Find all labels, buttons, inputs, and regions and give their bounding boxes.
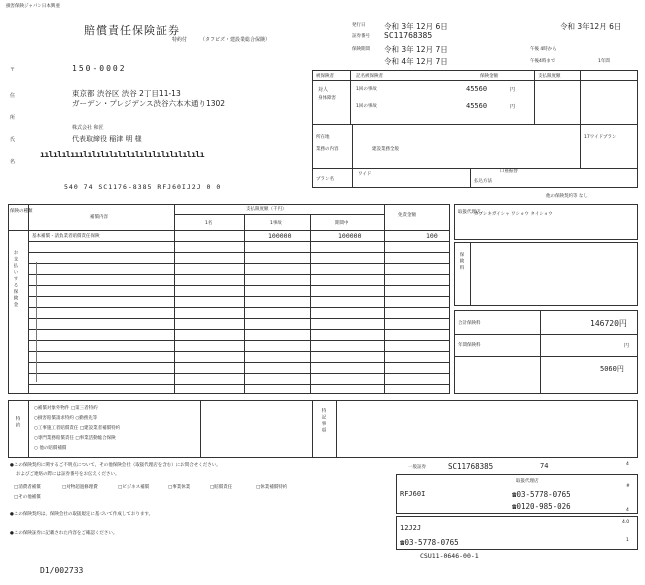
footer-option-5: □休業補償特約: [256, 485, 288, 490]
row0-unit: 円: [510, 87, 516, 93]
right-mark-0: 4: [626, 462, 629, 467]
footer-note-3: ●この保険証券に記載された内容をご確認ください。: [10, 531, 118, 536]
row1-amount: 45560: [466, 102, 488, 110]
plan-code-label: 17ワイドプラン: [584, 135, 617, 140]
coverage-item-1-accident: 100000: [268, 232, 292, 240]
coverage-header-deductible: 免責金額: [398, 213, 416, 218]
insured-header-2: 保険金額: [480, 74, 498, 79]
system-code: CSU11-0646-00-1: [420, 552, 479, 560]
annual-premium-label: 年間保険料: [458, 343, 481, 348]
insured-header-3: 支払限度額: [538, 74, 561, 79]
footer-option-6: □その他補償: [14, 495, 41, 500]
policy-number-label: 証券番号: [352, 34, 370, 39]
term-length: 1年間: [598, 59, 610, 64]
special-notes-side-label: 特記事項: [321, 408, 326, 434]
footer-policy-label: 一般証券: [408, 465, 426, 470]
company-name: 株式会社 和匠: [72, 125, 104, 131]
plan-value: ワイド: [358, 172, 372, 177]
contact-label: 取扱代理店: [516, 479, 539, 484]
footer-option-0: □消費者補償: [14, 485, 41, 490]
row1-unit: 円: [510, 104, 516, 110]
phone-1: ☎03-5778-0765: [512, 490, 571, 499]
postal-mark: 〒: [10, 67, 16, 73]
occupation-value: 建設業務全般: [372, 147, 399, 152]
footer-policy-suffix: 74: [540, 462, 549, 470]
special-line-0: ○補償対象外物件 □第三者特約: [34, 406, 98, 411]
address-mark: 住: [10, 93, 16, 99]
premium-side-label: 保険料: [459, 252, 464, 272]
right-issue-date: 令和 3年12月 6日: [560, 22, 622, 31]
other-insurance-note: 他の保険契約等 なし: [546, 194, 588, 199]
row0-label: 対人: [318, 87, 329, 93]
agency-label: 取扱代理店: [458, 210, 481, 215]
occupation-label: 業務の内容: [316, 147, 339, 152]
special-line-2: ○工事施工者賠償責任 □建設業者補償特約: [34, 426, 121, 431]
special-line-3: ○専門業務賠償責任 □事業活動総合保険: [34, 436, 116, 441]
right-mark-2: 4: [626, 508, 629, 513]
coverage-item-1-period: 100000: [338, 232, 362, 240]
total-premium-label: 合計保険料: [458, 321, 481, 326]
total-premium-value: 146720円: [590, 319, 627, 328]
policy-number: SC11768385: [384, 31, 433, 40]
footer-option-1: □対物超過修理費: [62, 485, 98, 490]
coverage-side-label: お支払いする保険金: [13, 250, 18, 309]
row0-amount: 45560: [466, 85, 488, 93]
plan-label: プラン名: [316, 177, 334, 182]
coverage-header-period: 期間中: [335, 221, 349, 226]
document-title: 賠償責任保険証券: [84, 24, 180, 37]
agency-name: カブシキガイシャ ワショウ タイショウ: [474, 212, 553, 217]
footer-option-3: □事業休業: [168, 485, 191, 490]
annual-premium-unit: 円: [624, 343, 630, 349]
from-time: 午後 4時から: [530, 47, 557, 52]
special-side-label: 特約: [15, 416, 20, 429]
insured-header-0: 被保険者: [316, 74, 334, 79]
address-line-2: ガーデン・プレジデンス渋谷六本木通り1302: [72, 99, 226, 108]
right-mark-4: 1: [626, 538, 629, 543]
special-line-4: ○ 他の賠償補償: [34, 446, 67, 451]
period-label: 保険期間: [352, 47, 370, 52]
representative-name: 代表取締役 稲津 明 様: [72, 135, 142, 143]
footer-option-4: □賠償責任: [210, 485, 233, 490]
customer-barcode: ıılılılııılılılılılılılılılılılılılılı: [40, 150, 205, 159]
right-mark-1: #: [626, 484, 630, 489]
postal-code: 150-0002: [72, 64, 127, 73]
name-mark-2: 名: [10, 159, 16, 165]
address-line-1: 東京都 渋谷区 渋谷 2丁目11-13: [72, 89, 181, 98]
row1-type: 1回の事故: [356, 104, 377, 109]
phone-3: ☎03-5778-0765: [400, 538, 459, 547]
special-line-1: ○損害賠償請求特約 ○勤務先等: [34, 416, 98, 421]
premium-detail-box: [454, 242, 638, 306]
agency-box: [454, 204, 638, 240]
issue-date: 令和 3年 12月 6日: [384, 22, 448, 31]
footer-option-2: □ビジネス補償: [118, 485, 150, 490]
coverage-item-1-deductible: 100: [426, 232, 438, 240]
footer-note-1: およびご連絡の際には証券番号をお伝えください。: [16, 472, 120, 477]
row0-type: 1回の事故: [356, 87, 377, 92]
address-mark-2: 所: [10, 115, 16, 121]
coverage-header-per-person: 1名: [205, 221, 213, 226]
issue-date-label: 発行日: [352, 23, 366, 28]
to-time: 午後4時まで: [530, 59, 556, 64]
period-end: 令和 4年 12月 7日: [384, 57, 448, 66]
cert-label: 特約付: [172, 37, 188, 43]
phone-2: ☎0120-985-026: [512, 502, 571, 511]
period-start: 令和 3年 12月 7日: [384, 45, 448, 54]
coverage-item-1: 基本補償・請負業者賠償責任保険: [32, 234, 100, 239]
reference-line: 540 74 SC1176-8385 RFJ60IJ2J 0 0: [64, 183, 222, 191]
footer-policy-number: SC11768385: [448, 462, 494, 471]
footer-note-0: ●この保険契約に関するご不明点について、その他保険会社（取扱代理店を含む）にお問合せください。: [10, 463, 221, 468]
coverage-header-content: 補償内容: [90, 215, 108, 220]
payment-label: 払込方法: [474, 179, 492, 184]
footer-note-2: ●この保険契約は、保険会社の取扱規定に基づいて作成しております。: [10, 512, 154, 517]
agent-code: RFJ60I: [400, 490, 426, 498]
name-mark: 氏: [10, 137, 16, 143]
payment-value: 口座振替: [500, 169, 518, 174]
row0-sub: 身体障害: [318, 96, 336, 101]
right-mark-3: 4.0: [622, 520, 630, 525]
top-company-tag: 損害保険ジャパン日本興亜: [6, 4, 60, 9]
insured-header-1: 記名被保険者: [356, 74, 383, 79]
last-premium-value: 5060円: [600, 365, 624, 373]
coverage-header-type: 保険の種類: [10, 209, 33, 214]
document-code: D1/002733: [40, 566, 84, 575]
coverage-header-per-accident: 1事故: [270, 221, 282, 226]
coverage-header-limit: 支払限度額（千円）: [246, 207, 287, 212]
address-label: 所在地: [316, 135, 330, 140]
cert-sub: （タフビズ・建設業総合保険）: [200, 37, 271, 43]
branch-code: 12J2J: [400, 524, 422, 532]
